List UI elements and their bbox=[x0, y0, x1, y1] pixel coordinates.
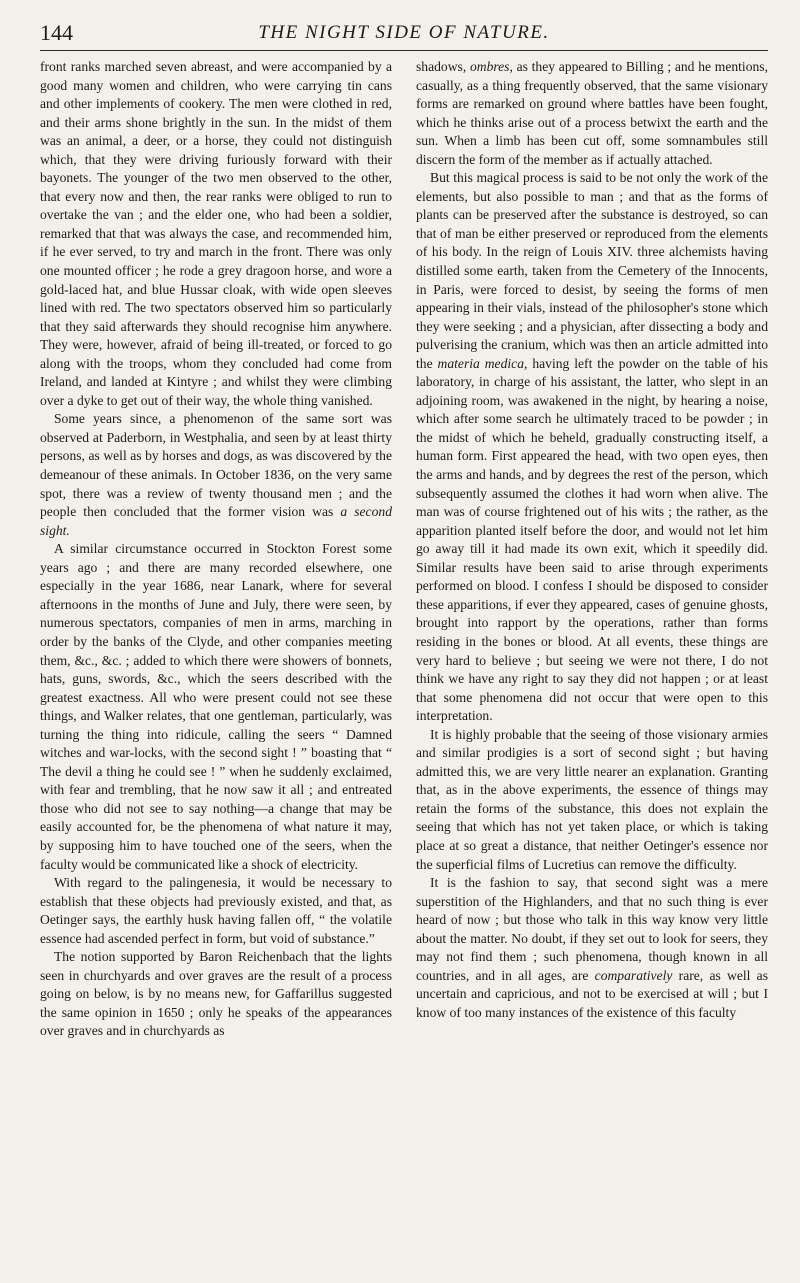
running-title: THE NIGHT SIDE OF NATURE. bbox=[258, 22, 550, 43]
emphasis-ombres: ombres bbox=[469, 59, 510, 74]
right-column bbox=[416, 58, 768, 1273]
right-paragraph-2: But this magical process is said to be not only the work of the elements, but also possible to man ; and that as the forms of plants can be preserved after the substance is destroyed, so can that of man be either preserved or reproduced from the elements of his body. In the reign of Louis XIV. three alchemists having distilled some earth, taken from the Cemetery of the Innocents, in Paris, were forced to desist, by seeing the forms of men appearing in their vials, instead of the philosopher's stone which they were seeking ; and a physician, after dissecting a body and pulverising the cranium, which was then an article admitted into the materia medica, having left the powder on the table of his laboratory, in charge of his assistant, the latter, who slept in an adjoining room, was awakened in the night, by hearing a noise, which after some search he ultimately traced to be powder ; in the midst of which he beheld, gradually constructing itself, a human form. First appeared the head, with two open eyes, then the arms and hands, and by degrees the rest of the person, which subsequently assumed the clothes it had worn when alive. The man was of course frightened out of his wits ; the rather, as the apparition planted itself before the door, and would not let him go away till it had made its own exit, which it speedily did. Similar results have been said to arise through experiments performed on blood. I confess I should be disposed to consider these apparitions, if ever they appeared, cases of genuine ghosts, brought into rapport by the operations, rather than forms residing in the bones or blood. At all events, these things are very hard to believe ; but seeing we were not there, I do not think we have any right to say they did not happen ; or at least that some phenomena did not occur that were open to this interpretation. bbox=[416, 170, 768, 724]
left-column bbox=[40, 58, 392, 1273]
left-paragraph-3: A similar circumstance occurred in Stockton Forest some years ago ; and there are many recorded elsewhere, one especially in the year 1686, near Lanark, where for several afternoons in the months of June and July, there were seen, by numerous spectators, companies of men in arms, marching in order by the banks of the Clyde, and other companies meeting them, &c., &c. ; added to which there were showers of bonnets, hats, guns, swords, &c., which the seers described with the greatest exactness. All who were present could not see these things, and Walker relates, that one gentleman, particularly, was turning the thing into ridicule, calling the seers “ Damned witches and war-locks, with the second sight ! ” boasting that “ The devil a thing he could see ! ” when he suddenly exclaimed, with fear and trembling, that he now saw it all ; and entreated those who did not see to say nothing—a change that may be easily accounted for, be the phenomena of what nature it may, by supposing him to have touched one of the seers, when the faculty would be communicated like a shock of electricity. bbox=[40, 541, 392, 872]
page-number: 144 bbox=[40, 20, 73, 45]
emphasis-second-sight: a second sight. bbox=[40, 504, 392, 538]
emphasis-comparatively: comparatively bbox=[594, 967, 673, 983]
right-paragraph-1: shadows, ombres, as they appeared to Billing ; and he mentions, casually, as a thing frequently observed, that the same visionary forms are remarked on ground where battles have been fought, which he thinks arise out of a process betwixt the earth and the sun. When a limb has been cut off, some somnambules still discern the form of the member as if actually attached. bbox=[416, 59, 768, 167]
right-paragraph-3: It is highly probable that the seeing of those visionary armies and similar prodigies is a sort of second sight ; but having admitted this, we are very little nearer an explanation. Granting that, as in the above experiments, the essence of things may retain the forms of the substance, this does not explain the seeing that which has not yet taken place, or which is taking place at so great a distance, that neither Oetinger's essence nor the superficial films of Lucretius can remove the difficulty. bbox=[416, 726, 768, 872]
right-paragraph-4: It is the fashion to say, that second sight was a mere superstition of the Highlanders, and that no such thing is ever heard of now ; but those who talk in this way know very little about the matter. No doubt, if they set out to look for seers, they may not find them ; such phenomena, though known in all countries, and in all ages, are comparatively rare, as well as uncertain and capricious, and not to be exercised at will ; but I know of too many instances of the existence of this faculty bbox=[416, 875, 768, 1020]
text-columns bbox=[40, 58, 768, 1273]
left-paragraph-5: The notion supported by Baron Reichenbach that the lights seen in churchyards and over graves are the result of a process going on below, is by no means new, for Gaffarillus suggested the same opinion in 1650 ; only he speaks of the appearances over graves and in churchyards as bbox=[40, 949, 392, 1039]
left-paragraph-1: front ranks marched seven abreast, and were accompanied by a good many women and children, who were carrying tin cans and other implements of cookery. The men were clothed in red, and their arms shone brightly in the sun. In the midst of them was an animal, a deer, or a horse, they could not distinguish which, that they were driving furiously forward with their bayonets. The younger of the two men observed to the other, that every now and then, the rear ranks were obliged to run to overtake the van ; and the elder one, who had been a soldier, remarked that that was always the case, and recommended him, if he ever served, to try and march in the front. There was only one mounted officer ; he rode a grey dragoon horse, and wore a gold-laced hat, and blue Hussar cloak, with wide open sleeves lined with red. The two spectators observed him so particularly that they said afterwards they should recognise him anywhere. They were, however, afraid of being ill-treated, or forced to go along with the troops, whom they concluded had come from Ireland, and landed at Kintyre ; and whilst they were climbing over a dyke to get out of their way, the whole thing vanished. bbox=[40, 59, 392, 408]
emphasis-materia-medica: materia medica bbox=[437, 355, 524, 371]
left-paragraph-2: Some years since, a phenomenon of the same sort was observed at Paderborn, in Westphalia, and seen by at least thirty persons, as well as by horses and dogs, as was discovered by the demeanour of these animals. In October 1836, on the very same spot, there was a review of twenty thousand men ; and the people then concluded that the former vision was a second sight. bbox=[40, 411, 392, 538]
page-header bbox=[40, 18, 768, 52]
header-rule bbox=[40, 50, 768, 51]
left-paragraph-4: With regard to the palingenesia, it would be necessary to establish that these objects had previously existed, and that, as Oetinger says, the earthly husk having fallen off, “ the volatile essence had ascended perfect in form, but void of substance.” bbox=[40, 875, 392, 946]
